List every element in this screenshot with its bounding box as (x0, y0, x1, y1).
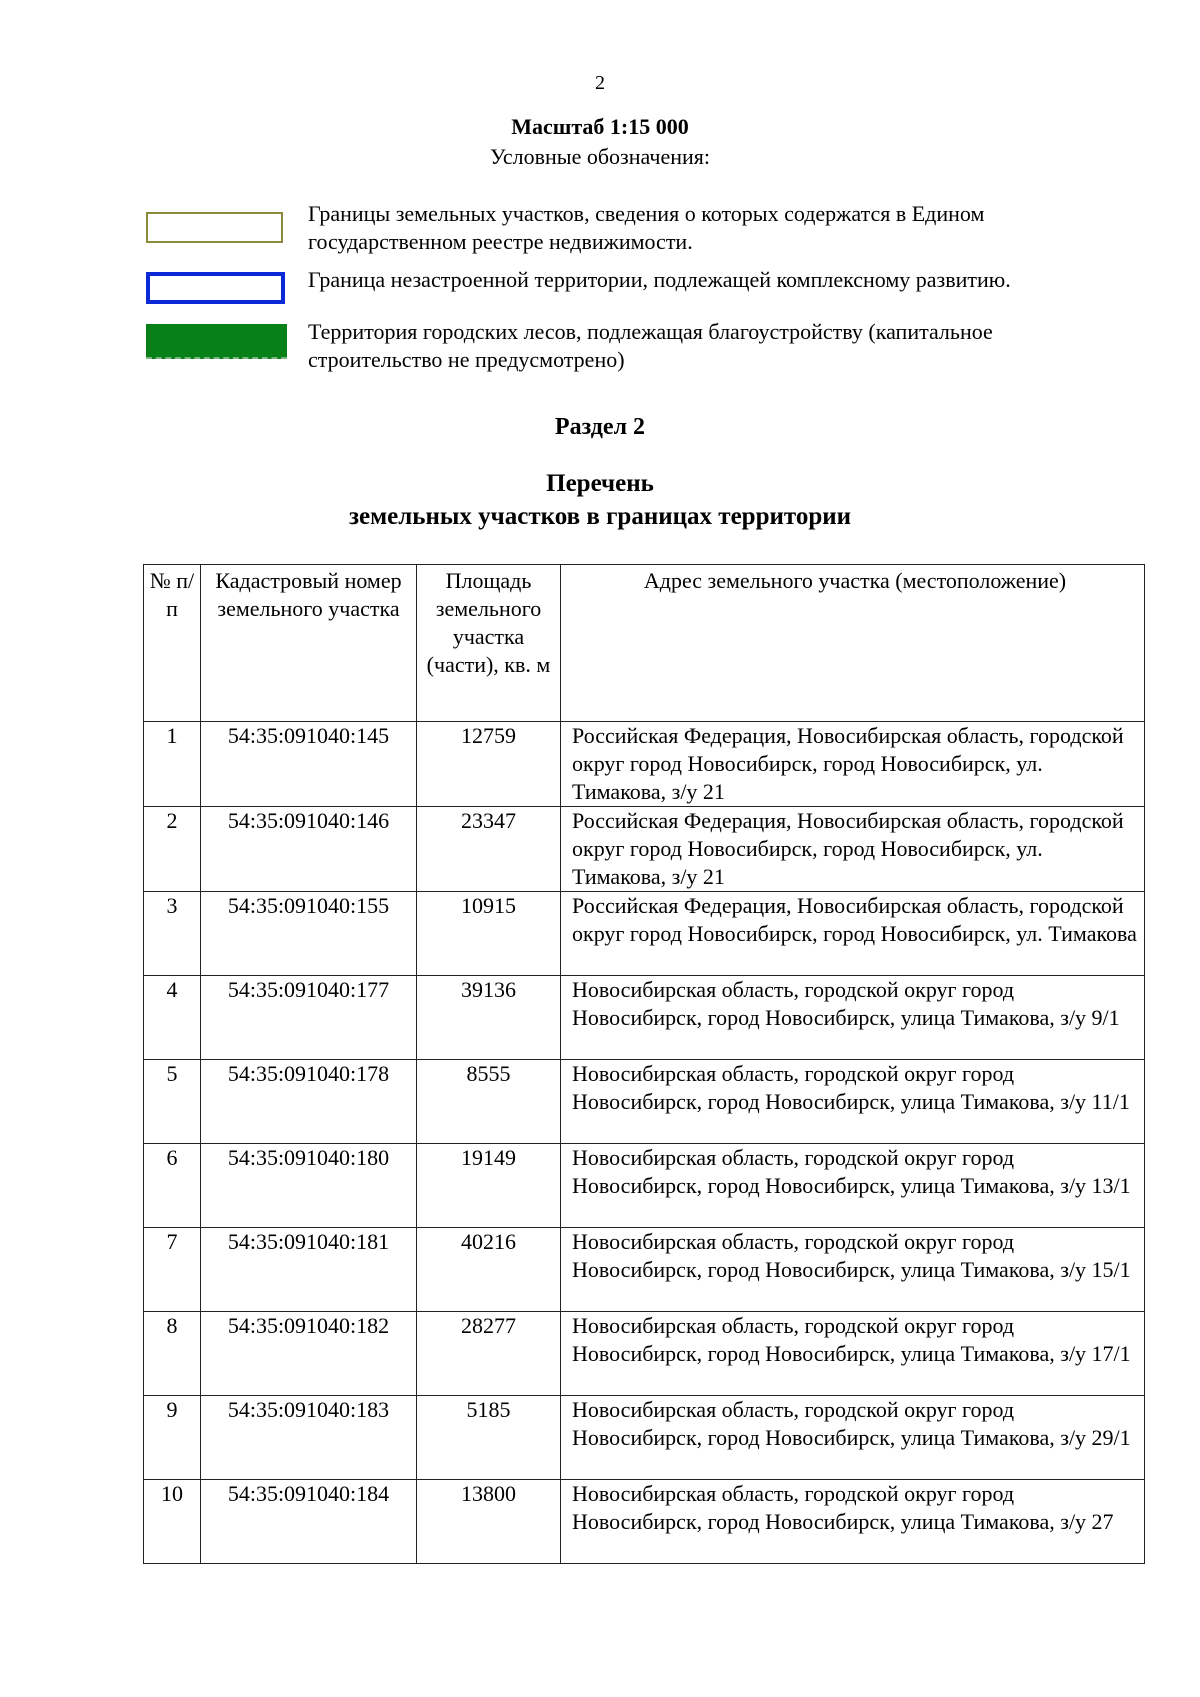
cell-area: 40216 (417, 1228, 561, 1312)
table-row (144, 976, 1145, 1060)
legend-item-city-forests (146, 318, 1106, 378)
table-row (144, 1144, 1145, 1228)
list-subtitle: земельных участков в границах территории (348, 503, 852, 530)
legend-text: Граница незастроенной территории, подлежащей комплексному развитию. (308, 267, 1011, 292)
legend-text: Границы земельных участков, сведения о которых содержатся в Едином государственном реестре недвижимости. (308, 201, 985, 254)
cell-cadastral-number: 54:35:091040:182 (201, 1312, 417, 1396)
table-row (144, 892, 1145, 976)
cell-address: Российская Федерация, Новосибирская область, городской округ город Новосибирск, город Новосибирск, ул. Тимакова, з/у 21 (561, 807, 1145, 892)
list-title: Перечень (546, 470, 654, 497)
blue-outline-swatch (146, 272, 285, 304)
section-title: Раздел 2 (554, 414, 646, 440)
cell-address: Новосибирская область, городской округ город Новосибирск, город Новосибирск, улица Тимакова, з/у 11/1 (561, 1060, 1145, 1144)
cell-address: Новосибирская область, городской округ город Новосибирск, город Новосибирск, улица Тимакова, з/у 13/1 (561, 1144, 1145, 1228)
table-header-row (144, 565, 1145, 722)
legend-item-parcel-boundaries (146, 200, 1106, 260)
legend-text: Территория городских лесов, подлежащая благоустройству (капитальное строительство не предусмотрено) (308, 319, 993, 372)
cell-cadastral-number: 54:35:091040:177 (201, 976, 417, 1060)
table-body (144, 722, 1145, 1564)
map-scale: Масштаб 1:15 000 (511, 114, 689, 139)
table-row (144, 722, 1145, 807)
green-fill-swatch (146, 324, 287, 359)
header-area: Площадь земельного участка (части), кв. м (417, 565, 561, 722)
cell-number: 6 (144, 1144, 201, 1228)
cell-area: 10915 (417, 892, 561, 976)
cell-cadastral-number: 54:35:091040:180 (201, 1144, 417, 1228)
cell-cadastral-number: 54:35:091040:145 (201, 722, 417, 807)
table-row (144, 1228, 1145, 1312)
page-number: 2 (595, 72, 605, 94)
cell-area: 5185 (417, 1396, 561, 1480)
cell-number: 2 (144, 807, 201, 892)
header-address: Адрес земельного участка (местоположение) (561, 565, 1145, 722)
cell-address: Новосибирская область, городской округ город Новосибирск, город Новосибирск, улица Тимакова, з/у 29/1 (561, 1396, 1145, 1480)
cell-address: Новосибирская область, городской округ город Новосибирск, город Новосибирск, улица Тимакова, з/у 15/1 (561, 1228, 1145, 1312)
header-cadastral-number: Кадастровый номер земельного участка (201, 565, 417, 722)
cell-cadastral-number: 54:35:091040:178 (201, 1060, 417, 1144)
table-row (144, 1312, 1145, 1396)
cell-number: 4 (144, 976, 201, 1060)
legend-title: Условные обозначения: (489, 144, 711, 169)
table-row (144, 1480, 1145, 1564)
cell-address: Новосибирская область, городской округ город Новосибирск, город Новосибирск, улица Тимакова, з/у 9/1 (561, 976, 1145, 1060)
table-row (144, 1396, 1145, 1480)
olive-outline-swatch (146, 212, 283, 243)
cell-cadastral-number: 54:35:091040:146 (201, 807, 417, 892)
cell-cadastral-number: 54:35:091040:183 (201, 1396, 417, 1480)
table-row (144, 1060, 1145, 1144)
cell-number: 5 (144, 1060, 201, 1144)
cell-area: 13800 (417, 1480, 561, 1564)
cell-cadastral-number: 54:35:091040:184 (201, 1480, 417, 1564)
cell-number: 1 (144, 722, 201, 807)
cell-address: Российская Федерация, Новосибирская область, городской округ город Новосибирск, город Новосибирск, ул. Тимакова (561, 892, 1145, 976)
cell-number: 8 (144, 1312, 201, 1396)
cell-area: 19149 (417, 1144, 561, 1228)
cell-area: 39136 (417, 976, 561, 1060)
cell-cadastral-number: 54:35:091040:181 (201, 1228, 417, 1312)
land-plots-table (143, 564, 1145, 1564)
cell-area: 23347 (417, 807, 561, 892)
cell-number: 9 (144, 1396, 201, 1480)
cell-area: 8555 (417, 1060, 561, 1144)
cell-area: 12759 (417, 722, 561, 807)
cell-address: Новосибирская область, городской округ город Новосибирск, город Новосибирск, улица Тимакова, з/у 17/1 (561, 1312, 1145, 1396)
legend-item-undeveloped-territory (146, 266, 1106, 326)
cell-cadastral-number: 54:35:091040:155 (201, 892, 417, 976)
cell-number: 10 (144, 1480, 201, 1564)
header-number: № п/п (144, 565, 201, 722)
cell-area: 28277 (417, 1312, 561, 1396)
cell-address: Новосибирская область, городской округ город Новосибирск, город Новосибирск, улица Тимакова, з/у 27 (561, 1480, 1145, 1564)
table-row (144, 807, 1145, 892)
cell-number: 3 (144, 892, 201, 976)
cell-address: Российская Федерация, Новосибирская область, городской округ город Новосибирск, город Новосибирск, ул. Тимакова, з/у 21 (561, 722, 1145, 807)
cell-number: 7 (144, 1228, 201, 1312)
